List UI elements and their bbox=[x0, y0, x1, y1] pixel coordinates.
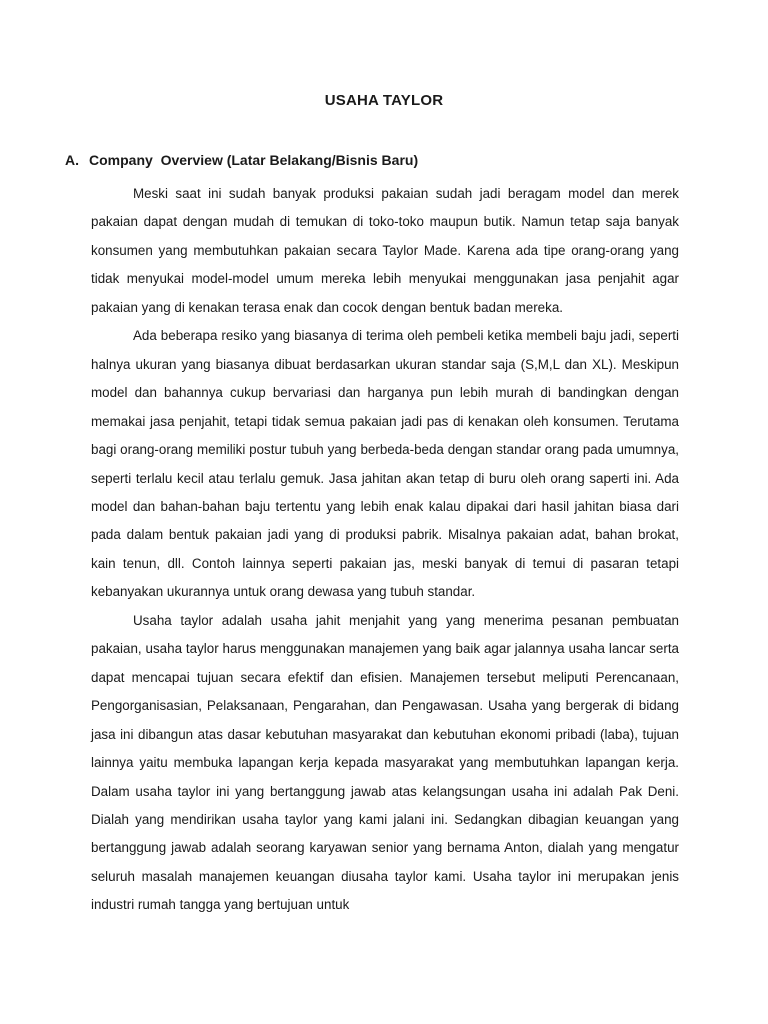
paragraph-3: Usaha taylor adalah usaha jahit menjahit yang yang menerima pesanan pembuatan pakaian, usaha taylor harus menggunakan manajemen yang baik agar jalannya usaha lancar serta dapat mencapai tujuan secara efektif dan efisien. Manajemen tersebut meliputi Perencanaan, Pengorganisasian, Pelaksanaan, Pengarahan, dan Pengawasan. Usaha yang bergerak di bidang jasa ini dibangun atas dasar kebutuhan masyarakat dan kebutuhan ekonomi pribadi (laba), tujuan lainnya yaitu membuka lapangan kerja kepada masyarakat yang membutuhkan lapangan kerja. Dalam usaha taylor ini yang bertanggung jawab atas kelangsungan usaha ini adalah Pak Deni. Dialah yang mendirikan usaha taylor yang kami jalani ini. Sedangkan dibagian keuangan yang bertanggung jawab adalah seorang karyawan senior yang bernama Anton, dialah yang mengatur seluruh masalah manajemen keuangan diusaha taylor kami. Usaha taylor ini merupakan jenis industri rumah tangga yang bertujuan untuk bbox=[91, 612, 679, 913]
paragraph-1: Meski saat ini sudah banyak produksi pakaian sudah jadi beragam model dan merek pakaian dapat dengan mudah di temukan di toko-toko maupun butik. Namun tetap saja banyak konsumen yang membutuhkan pakaian secara Taylor Made. Karena ada tipe orang-orang yang tidak menyukai model-model umum mereka lebih menyukai menggunakan jasa penjahit agar pakaian yang di kenakan terasa enak dan cocok dengan bentuk badan mereka. bbox=[91, 186, 679, 315]
document-title: USAHA TAYLOR bbox=[324, 92, 444, 109]
section-heading-text: Company Overview (Latar Belakang/Bisnis Baru) bbox=[89, 152, 419, 168]
section-letter: A. bbox=[65, 152, 79, 168]
paragraph-2: Ada beberapa resiko yang biasanya di terima oleh pembeli ketika membeli baju jadi, seperti halnya ukuran yang biasanya dibuat berdasarkan ukuran standar saja (S,M,L dan XL). Meskipun model dan bahannya cukup bervariasi dan harganya pun lebih murah di bandingkan dengan memakai jasa penjahit, tetapi tidak semua pakaian jadi pas di kenakan oleh konsumen. Terutama bagi orang-orang memiliki postur tubuh yang berbeda-beda dengan standar orang pada umumnya, seperti terlalu kecil atau terlalu gemuk. Jasa jahitan akan tetap di buru oleh orang saperti ini. Ada model dan bahan-bahan baju tertentu yang lebih enak kalau dipakai dari hasil jahitan biasa dari pada dalam bentuk pakaian jadi yang di produksi pabrik. Misalnya pakaian adat, bahan brokat, kain tenun, dll. Contoh lainnya seperti pakaian jas, meski banyak di temui di pasaran tetapi kebanyakan ukurannya untuk orang dewasa yang tubuh standar. bbox=[91, 328, 679, 600]
body-text bbox=[91, 180, 679, 920]
section-heading bbox=[65, 152, 418, 168]
